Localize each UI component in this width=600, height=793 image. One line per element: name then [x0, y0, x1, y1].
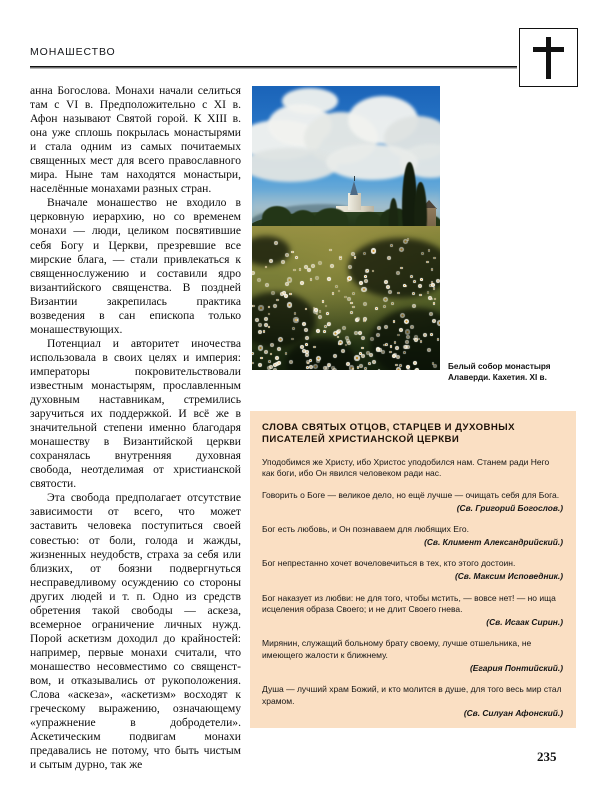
quote-item: [262, 490, 563, 514]
photo-caption: Белый собор монастыря Алаверди. Кахетия. XI в.: [448, 362, 551, 382]
photo-daisy: [375, 307, 378, 310]
quotes-sidebar-title: СЛОВА СВЯТЫХ ОТЦОВ, СТАРЦЕВ И ДУХОВНЫХ ПИСАТЕЛЕЙ ХРИСТИАНСКОЙ ЦЕРКВИ: [262, 422, 515, 446]
photo-daisy: [393, 320, 396, 323]
photo-daisy: [406, 369, 411, 370]
photo-daisy: [403, 345, 407, 349]
photo-daisy: [432, 319, 436, 323]
photo-daisy: [371, 248, 376, 253]
body-text-column: [30, 84, 241, 772]
quote-attribution: (Св. Максим Исповедник.): [454, 570, 563, 581]
photo-daisy: [431, 281, 434, 284]
photo-daisy: [413, 280, 416, 283]
quote-item: [262, 558, 563, 582]
quote-text: Мирянин, служащий больному брату своему, лучше отшельника, не имеющего жалости к ближнему.: [262, 638, 532, 660]
photo-daisy: [433, 287, 436, 290]
photo-daisy: [319, 310, 322, 313]
photo-daisy: [252, 305, 255, 308]
photo-daisy: [389, 351, 392, 354]
photo-daisy: [267, 366, 271, 370]
photo-daisy: [271, 291, 275, 295]
photo-daisy: [258, 345, 263, 350]
quote-item: [262, 684, 563, 720]
quote-text: Бог есть любовь, и Он познаваем для любящих Его.: [262, 524, 469, 535]
quote-text: Душа — лучший храм Божий, и кто молится в душе, для того весь мир стал храмом.: [262, 684, 562, 706]
photo-daisy: [437, 320, 440, 325]
photo-daisy: [277, 361, 281, 365]
photo-daisy: [341, 349, 345, 353]
latin-cross-icon: [519, 28, 578, 87]
body-paragraph: анна Богослова. Монахи начали селиться там с VI в. Предположительно с XI в. Афон называют Святой горой. К XIII в. она уже сплошь покрылась монастырями и стала одним из самых почитаемых священных мест для всего православного мира. Ныне там находятся монастыри, населённые монахами разных стран.: [30, 84, 241, 196]
photo-daisy: [339, 257, 342, 260]
photo-daisy: [420, 340, 423, 343]
quote-item: [262, 524, 563, 548]
photo-daisy: [363, 252, 366, 255]
photo-daisy: [273, 368, 277, 370]
photo-daisy: [291, 251, 294, 254]
photo-daisy: [359, 352, 362, 355]
photo-daisy: [354, 331, 358, 335]
quote-item: [262, 593, 563, 629]
photo-daisy: [269, 259, 273, 263]
photo-daisy: [403, 351, 406, 354]
running-head: МОНАШЕСТВО: [30, 46, 116, 58]
photo-daisy: [287, 302, 292, 307]
cross-vertical-bar: [546, 37, 551, 79]
photo-daisy: [293, 317, 298, 322]
quote-attribution: (Егария Понтийский.): [469, 662, 563, 673]
photo-daisy: [412, 304, 416, 308]
photo-daisy: [395, 346, 399, 350]
photo-daisy: [381, 350, 385, 354]
photo-daisy: [384, 280, 388, 284]
photo-daisy: [287, 277, 292, 282]
quote-attribution: (Св. Климент Александрийский.): [424, 536, 563, 547]
quote-text: Бог непрестанно хочет вочеловечиться в тех, кто этого достоин.: [262, 558, 516, 569]
photo-daisy: [294, 312, 297, 315]
photo-daisy: [347, 341, 351, 345]
photo-daisy: [350, 311, 353, 314]
photo-daisy: [399, 328, 403, 332]
photo-daisy: [315, 276, 319, 280]
photo-daisy: [342, 326, 346, 330]
photo-daisy: [333, 354, 337, 358]
photo-daisy: [347, 297, 351, 301]
photo-daisy: [436, 279, 440, 283]
photo-daisy: [427, 291, 430, 294]
photo-daisy: [396, 367, 401, 370]
cathedral-drum: [348, 193, 361, 210]
body-paragraph: Эта свобода предполагает отсутствие зависимости от всего, что может заставить человека поступиться своей совестью: от боли, голода и жажды, жизненных неудобств, страха за себя или близких, от боязни подвергнуться несправедливому осуждению со стороны других людей и т. п. Одно из средств обретения такой свободы — аскеза, всемерное ограничение личных нужд. Порой аскетизм доходил до крайностей: например, первые монахи считали, что монашество несовместимо со священством, и отказывались от рукоположения. Слова «аскеза», «аскетизм» восходят к греческому выражению, означающему «упражнение в добродетели». Аскетическим подвигам монахи предавались не потому, что быть чистым и сытым дурно, так же: [30, 491, 241, 772]
page-number: 235: [537, 749, 557, 764]
quote-text: Говорить о Боге — великое дело, но ещё лучше — очищать себя для Бога.: [262, 490, 560, 500]
photo-daisy: [431, 268, 434, 271]
photo-daisy: [423, 333, 427, 337]
body-paragraph: Потенциал и авторитет иночества использовала в своих целях и империя: императоры покровительствовали известным монастырям, прославленным духовным наставникам, стремились заручиться их поддержкой. И всё же в значительной степени именно благодаря монашеству в Византийской церкви сохранялась внутренняя духовная свобода, неотделимая от христианской святости.: [30, 336, 241, 491]
photo-daisy: [364, 367, 367, 370]
photo-daisy: [293, 269, 296, 272]
photo-daisy: [420, 278, 423, 281]
photo-daisy: [351, 252, 355, 256]
photo-daisy: [330, 264, 334, 268]
photo-daisy: [313, 346, 316, 349]
photo-daisy: [291, 338, 294, 341]
quote-attribution: (Св. Силуан Афонский.): [463, 708, 563, 719]
quote-text: Бог наказует из любви: не для того, чтобы мстить, — вовсе нет! — но ища исцеления образа Своего; и не длит Своего гнева.: [262, 592, 556, 615]
photo-daisy: [363, 302, 367, 306]
photo-daisy: [326, 312, 329, 315]
body-paragraph: Вначале монашество не входило в церковную иерархию, но со временем монахи — люди, целиком посвятившие себя Богу и Церкви, презревшие все мирские блага, — стали привлекаться к священнослужению и составили ядро византийского священства. В поздней Византии закрепилась практика возведения в сан епископа только монашествующих.: [30, 196, 241, 336]
photo-daisy: [332, 292, 335, 295]
photo-daisy: [394, 341, 397, 344]
photo-daisy: [414, 338, 418, 342]
quotes-sidebar-box: [250, 411, 576, 728]
photo-daisy: [368, 362, 371, 365]
photo-daisy: [277, 347, 281, 351]
photo-daisy: [383, 305, 386, 308]
photo-daisy: [399, 364, 402, 367]
photo-daisy: [384, 325, 388, 329]
photo-daisy: [412, 292, 415, 295]
photo-daisy: [390, 244, 393, 247]
photo-alaverdi-cathedral: [252, 86, 440, 370]
photo-daisy: [403, 284, 406, 287]
photo-daisy: [292, 327, 295, 330]
photo-daisy: [252, 352, 254, 355]
photo-daisy: [421, 252, 424, 255]
photo-daisy: [430, 333, 433, 336]
cross-horizontal-bar: [533, 47, 564, 52]
photo-daisy: [354, 355, 359, 360]
photo-daisy: [405, 329, 410, 334]
photo-daisy: [305, 343, 308, 346]
photo-daisy: [391, 302, 394, 305]
photo-daisy: [310, 278, 313, 281]
photo-daisy: [407, 238, 410, 241]
photo-daisy: [327, 322, 331, 326]
photo-daisy: [309, 359, 312, 362]
photo-daisy: [273, 304, 277, 308]
photo-daisy: [295, 256, 298, 259]
photo-daisy: [335, 285, 338, 288]
quote-item: [262, 457, 563, 480]
photo-daisy: [415, 368, 419, 370]
photo-daisy: [405, 340, 409, 344]
cathedral-spire: [350, 181, 358, 195]
photo-daisy: [410, 325, 414, 329]
photo-daisy: [258, 323, 262, 327]
photo-daisy: [350, 302, 353, 305]
quote-attribution: (Св. Григорий Богослов.): [456, 502, 563, 513]
photo-daisy: [285, 253, 289, 257]
photo-daisy: [390, 345, 393, 348]
photo-daisy: [378, 369, 381, 370]
photo-daisy: [433, 257, 436, 260]
quote-item: [262, 638, 563, 674]
photo-daisy: [300, 281, 304, 285]
photo-daisy: [358, 331, 362, 335]
photo-daisy: [313, 364, 318, 369]
quote-text: Уподобимся же Христу, ибо Христос уподобился нам. Станем ради Него как боги, ибо Он явился человеком ради нас.: [262, 456, 550, 479]
photo-daisy: [324, 325, 327, 328]
photo-daisy: [364, 275, 367, 278]
photo-daisy: [410, 275, 413, 278]
photo-daisy: [263, 330, 266, 333]
photo-daisy: [428, 296, 432, 300]
photo-daisy: [332, 368, 337, 370]
photo-daisy: [258, 305, 263, 310]
photo-daisy: [429, 312, 433, 316]
cathedral-cross-icon: [354, 176, 355, 181]
photo-daisy: [363, 320, 366, 323]
photo-daisy: [270, 343, 274, 347]
header-rule: [30, 66, 517, 69]
photo-daisy: [392, 354, 396, 358]
photo-daisy: [352, 292, 355, 295]
photo-daisy: [366, 269, 369, 272]
quote-attribution: (Св. Исаак Сирин.): [486, 616, 563, 627]
photo-daisy: [395, 364, 398, 367]
photo-daisy: [323, 330, 326, 333]
photo-daisy: [377, 326, 381, 330]
photo-daisy: [314, 308, 318, 312]
photo-daisy: [429, 284, 432, 287]
photo-daisy: [268, 360, 271, 363]
